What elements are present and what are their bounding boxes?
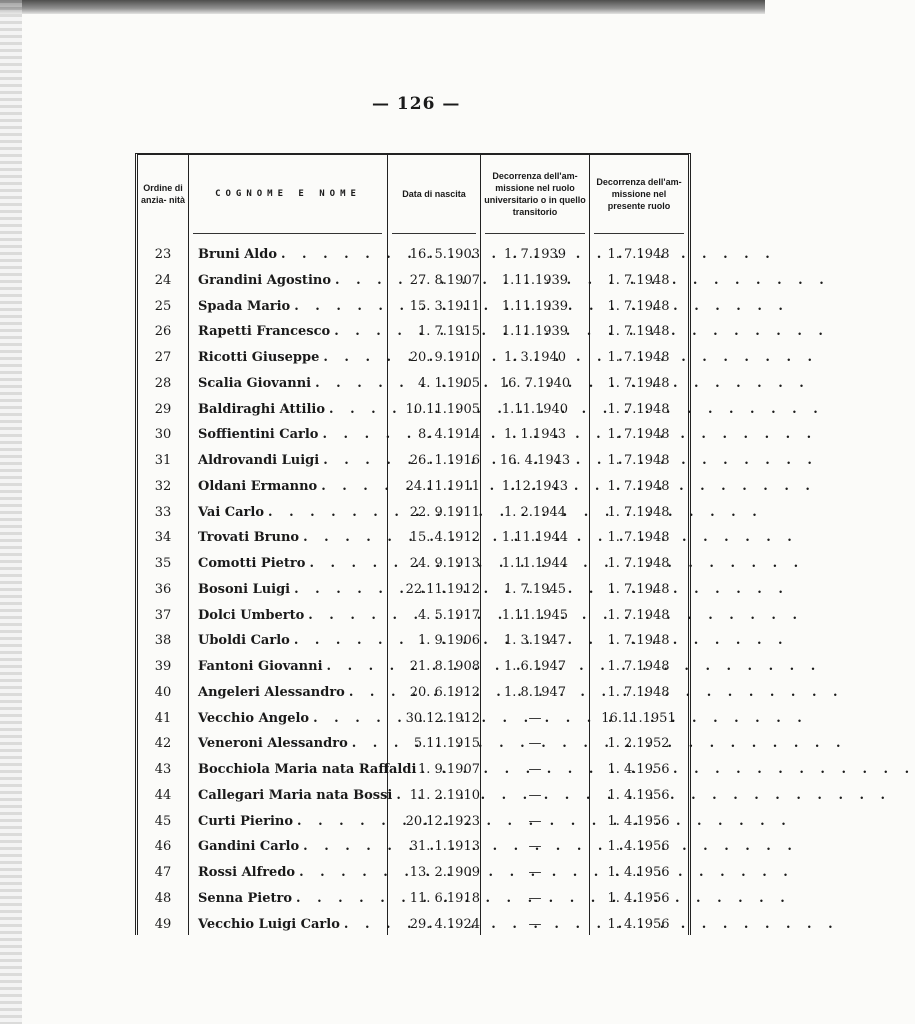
header-rule xyxy=(594,233,684,234)
birth-date: 5.11.1915 xyxy=(413,736,480,752)
name-text: Baldiraghi Attilio xyxy=(198,401,326,417)
university-admission-date: 1.11.1944 xyxy=(501,556,569,571)
university-admission-date: — xyxy=(528,813,542,829)
name-text: Rapetti Francesco xyxy=(198,324,331,340)
present-admission-date: 1. 4.1956 xyxy=(607,813,670,829)
table-row xyxy=(138,711,688,731)
birth-date: 1. 9.1907 xyxy=(417,762,480,777)
university-admission-date: 1. 3.1947 xyxy=(503,633,567,649)
name-text: Spada Mario xyxy=(198,298,291,314)
full-name xyxy=(198,505,384,520)
birth-date: 20. 9.1910 xyxy=(409,350,480,365)
full-name xyxy=(198,530,384,545)
table-row xyxy=(138,530,688,550)
name-text: Bruni Aldo xyxy=(198,247,277,262)
order-number: 35 xyxy=(154,556,172,571)
name-text: Aldrovandi Luigi xyxy=(198,453,320,468)
full-name xyxy=(198,453,384,468)
university-admission-date: — xyxy=(528,839,542,855)
present-admission-date: 1. 4.1956 xyxy=(607,839,670,855)
full-name xyxy=(198,299,384,314)
birth-date: 8. 4.1914 xyxy=(417,427,480,443)
full-name xyxy=(198,350,384,365)
name-text: Rossi Alfredo xyxy=(198,865,296,880)
order-number: 28 xyxy=(154,375,172,391)
name-text: Trovati Bruno xyxy=(198,530,300,546)
university-admission-date: 1. 3.1940 xyxy=(503,350,567,365)
order-number: 38 xyxy=(154,633,172,649)
full-name xyxy=(198,891,384,906)
name-text: Angeleri Alessandro xyxy=(198,684,345,700)
university-admission-date: 1. 1.1943 xyxy=(503,427,567,443)
full-name xyxy=(198,608,384,623)
birth-date: 11. 6.1918 xyxy=(409,890,480,906)
table-row xyxy=(138,788,688,808)
name-text: Vecchio Luigi Carlo xyxy=(198,916,340,932)
university-admission-date: — xyxy=(528,762,542,777)
table-row xyxy=(138,633,688,653)
header-order: Ordine di anzia- nità xyxy=(140,183,185,205)
present-admission-date: 1. 4.1956 xyxy=(607,865,670,880)
table-row xyxy=(138,762,688,782)
present-admission-date: 1. 7.1948 xyxy=(607,556,670,571)
university-admission-date: — xyxy=(528,710,542,726)
table-row xyxy=(138,736,688,756)
university-admission-date: 1.11.1939 xyxy=(501,272,569,288)
university-admission-date: 16. 7.1940 xyxy=(499,375,571,391)
university-admission-date: 16. 4.1943 xyxy=(499,453,571,468)
university-admission-date: 1.11.1940 xyxy=(501,401,569,417)
full-name xyxy=(198,324,384,339)
full-name xyxy=(198,427,384,442)
order-number: 26 xyxy=(154,324,172,340)
present-admission-date: 1. 7.1948 xyxy=(607,504,670,520)
birth-date: 15. 3.1911 xyxy=(409,298,480,314)
university-admission-date: 1. 6.1947 xyxy=(503,659,567,674)
present-admission-date: 1. 7.1948 xyxy=(607,324,670,340)
present-admission-date: 1. 7.1948 xyxy=(607,453,670,468)
present-admission-date: 1. 7.1948 xyxy=(607,581,670,597)
header-rule xyxy=(485,233,585,234)
order-number: 30 xyxy=(154,427,172,443)
present-admission-date: 1. 4.1956 xyxy=(607,890,670,906)
order-number: 23 xyxy=(154,247,172,262)
present-admission-date: 1. 7.1948 xyxy=(607,247,670,262)
name-text: Gandini Carlo xyxy=(198,839,300,855)
order-number: 46 xyxy=(154,839,172,855)
university-admission-date: 1. 8.1947 xyxy=(503,684,567,700)
full-name xyxy=(198,711,384,726)
full-name xyxy=(198,736,384,751)
present-admission-date: 1. 4.1956 xyxy=(607,916,670,932)
table-row xyxy=(138,402,688,422)
birth-date: 30.12.1912 xyxy=(405,710,480,726)
header-rule xyxy=(193,233,382,234)
full-name xyxy=(198,659,384,674)
table-row xyxy=(138,453,688,473)
university-admission-date: 1.11.1939 xyxy=(501,298,569,314)
university-admission-date: 1. 7.1945 xyxy=(503,581,567,597)
order-number: 45 xyxy=(154,813,172,829)
present-admission-date: 1. 2.1952 xyxy=(607,736,670,752)
seniority-table xyxy=(135,153,691,935)
birth-date: 1. 7.1915 xyxy=(417,324,480,340)
birth-date: 10.11.1905 xyxy=(405,401,480,417)
order-number: 37 xyxy=(154,607,172,623)
table-row xyxy=(138,582,688,602)
present-admission-date: 1. 7.1948 xyxy=(607,530,670,546)
full-name xyxy=(198,633,384,648)
table-row xyxy=(138,505,688,525)
order-number: 48 xyxy=(154,890,172,906)
university-admission-date: — xyxy=(528,916,542,932)
university-admission-date: 1.11.1945 xyxy=(501,607,569,623)
present-admission-date: 1. 7.1948 xyxy=(607,427,670,443)
page-number: — 126 — xyxy=(372,94,461,114)
order-number: 42 xyxy=(154,736,172,752)
university-admission-date: 1.11.1939 xyxy=(501,324,569,340)
full-name xyxy=(198,556,384,571)
birth-date: 16. 5.1903 xyxy=(409,247,480,262)
table-row xyxy=(138,865,688,885)
name-text: Fantoni Giovanni xyxy=(198,659,323,674)
name-text: Callegari Maria nata Bossi xyxy=(198,787,393,803)
birth-date: 21. 8.1908 xyxy=(409,659,480,674)
present-admission-date: 1. 7.1948 xyxy=(607,633,670,649)
full-name xyxy=(198,787,393,803)
name-text: Dolci Umberto xyxy=(198,607,305,623)
full-name xyxy=(198,479,384,494)
university-admission-date: 1.11.1944 xyxy=(501,530,569,546)
full-name xyxy=(198,273,384,288)
order-number: 39 xyxy=(154,659,172,674)
header-name: COGNOME E NOME xyxy=(215,189,361,199)
table-row xyxy=(138,917,688,937)
full-name xyxy=(198,865,384,880)
present-admission-date: 16.11.1951 xyxy=(601,710,676,726)
order-number: 47 xyxy=(154,865,172,880)
order-number: 29 xyxy=(154,401,172,417)
present-admission-date: 1. 7.1948 xyxy=(607,298,670,314)
full-name xyxy=(198,814,384,829)
order-number: 31 xyxy=(154,453,172,468)
name-text: Bosoni Luigi xyxy=(198,581,291,597)
birth-date: 13. 2.1909 xyxy=(409,865,480,880)
table-row xyxy=(138,299,688,319)
present-admission-date: 1. 7.1948 xyxy=(607,659,670,674)
order-number: 27 xyxy=(154,350,172,365)
full-name xyxy=(198,376,384,391)
table-row xyxy=(138,556,688,576)
birth-date: 1. 9.1906 xyxy=(417,633,480,649)
name-text: Senna Pietro xyxy=(198,890,293,906)
order-number: 40 xyxy=(154,684,172,700)
birth-date: 29. 4.1924 xyxy=(409,916,480,932)
table-row xyxy=(138,685,688,705)
present-admission-date: 1. 7.1948 xyxy=(607,401,670,417)
order-number: 49 xyxy=(154,916,172,932)
table-row xyxy=(138,891,688,911)
table-row xyxy=(138,350,688,370)
present-admission-date: 1. 7.1948 xyxy=(607,272,670,288)
full-name xyxy=(198,247,384,262)
present-admission-date: 1. 4.1956 xyxy=(607,787,670,803)
name-text: Uboldi Carlo xyxy=(198,633,290,649)
name-text: Ricotti Giuseppe xyxy=(198,350,320,365)
full-name xyxy=(198,685,384,700)
present-admission-date: 1. 7.1948 xyxy=(607,375,670,391)
order-number: 33 xyxy=(154,504,172,520)
full-name xyxy=(198,582,384,597)
full-name xyxy=(198,402,384,417)
order-number: 25 xyxy=(154,298,172,314)
name-text: Vecchio Angelo xyxy=(198,710,310,726)
birth-date: 20. 6.1912 xyxy=(409,684,480,700)
university-admission-date: — xyxy=(528,736,542,752)
name-text: Soffientini Carlo xyxy=(198,427,319,443)
name-text: Scalia Giovanni xyxy=(198,375,312,391)
full-name xyxy=(198,839,384,854)
university-admission-date: — xyxy=(528,890,542,906)
table-row xyxy=(138,427,688,447)
order-number: 43 xyxy=(154,762,172,777)
name-text: Veneroni Alessandro xyxy=(198,736,348,752)
table-row xyxy=(138,839,688,859)
present-admission-date: 1. 4.1956 xyxy=(607,762,670,777)
university-admission-date: — xyxy=(528,865,542,880)
university-admission-date: 1.12.1943 xyxy=(501,478,569,494)
birth-date: 15. 4.1912 xyxy=(409,530,480,546)
order-number: 24 xyxy=(154,272,172,288)
table-row xyxy=(138,273,688,293)
present-admission-date: 1. 7.1948 xyxy=(607,478,670,494)
birth-date: 22.11.1912 xyxy=(405,581,480,597)
scan-edge-left xyxy=(0,0,22,1024)
birth-date: 26. 1.1916 xyxy=(409,453,480,468)
order-number: 44 xyxy=(154,787,172,803)
header-present-admission: Decorrenza dell'am- missione nel presente ruolo xyxy=(596,177,682,211)
order-number: 34 xyxy=(154,530,172,546)
table-row xyxy=(138,324,688,344)
order-number: 36 xyxy=(154,581,172,597)
name-text: Comotti Pietro xyxy=(198,556,306,571)
full-name xyxy=(198,917,384,932)
birth-date: 11. 2.1910 xyxy=(409,787,480,803)
full-name xyxy=(198,762,417,777)
order-number: 41 xyxy=(154,710,172,726)
table-row xyxy=(138,479,688,499)
name-text: Curti Pierino xyxy=(198,813,294,829)
present-admission-date: 1. 7.1948 xyxy=(607,684,670,700)
table-row xyxy=(138,247,688,267)
birth-date: 31. 1.1913 xyxy=(409,839,480,855)
birth-date: 24. 9.1913 xyxy=(409,556,480,571)
header-university-admission: Decorrenza dell'am- missione nel ruolo universitario o in quello transitorio xyxy=(484,171,586,217)
scan-edge-top xyxy=(0,0,765,14)
birth-date: 4. 1.1905 xyxy=(417,375,480,391)
name-text: Vai Carlo xyxy=(198,504,265,520)
university-admission-date: 1. 7.1939 xyxy=(503,247,567,262)
birth-date: 22. 9.1911 xyxy=(409,504,480,520)
birth-date: 27. 8.1907 xyxy=(409,272,480,288)
birth-date: 20.12.1923 xyxy=(405,813,480,829)
university-admission-date: 1. 2.1944 xyxy=(503,504,567,520)
present-admission-date: 1. 7.1948 xyxy=(607,350,670,365)
header-rule xyxy=(392,233,476,234)
table-row xyxy=(138,376,688,396)
table-row xyxy=(138,659,688,679)
birth-date: 24.11.1911 xyxy=(405,478,480,494)
table-row xyxy=(138,814,688,834)
header-birth-date: Data di nascita xyxy=(402,189,466,199)
name-text: Oldani Ermanno xyxy=(198,478,318,494)
table-row xyxy=(138,608,688,628)
university-admission-date: — xyxy=(528,787,542,803)
name-text: Bocchiola Maria nata Raffaldi xyxy=(198,762,417,777)
order-number: 32 xyxy=(154,478,172,494)
present-admission-date: 1. 7.1948 xyxy=(607,607,670,623)
name-text: Grandini Agostino xyxy=(198,272,332,288)
birth-date: 4. 5.1917 xyxy=(417,607,480,623)
